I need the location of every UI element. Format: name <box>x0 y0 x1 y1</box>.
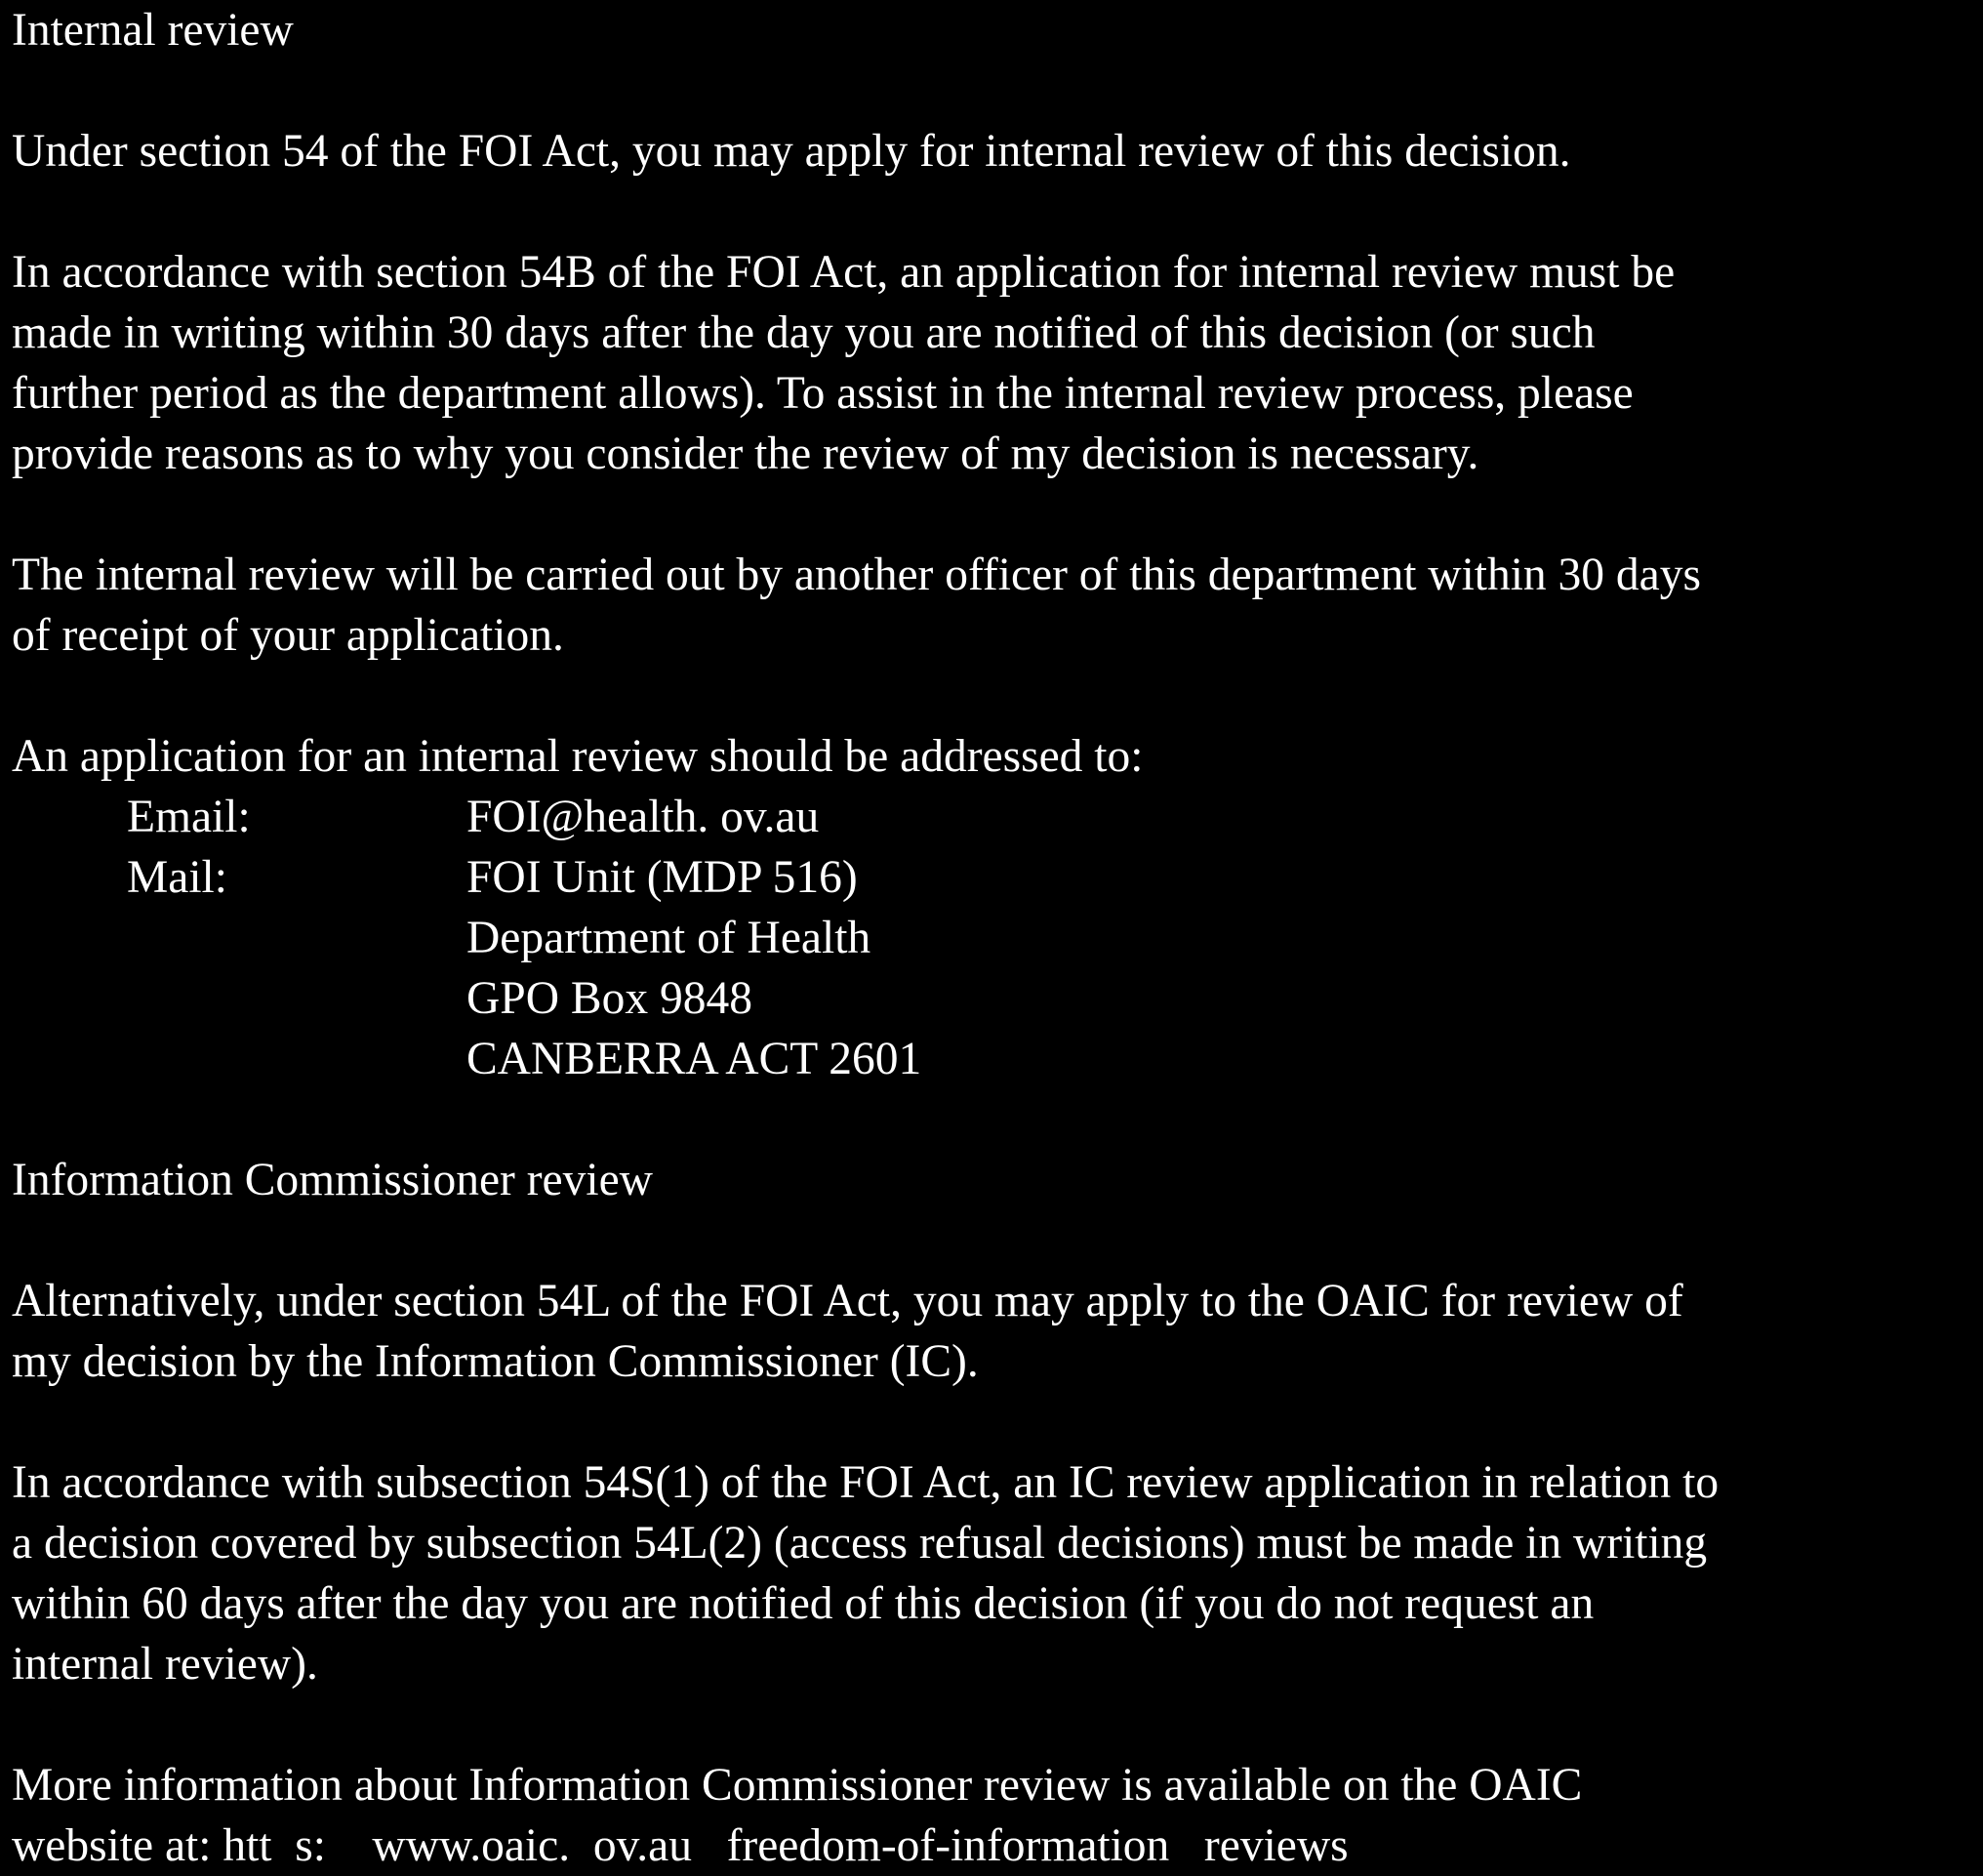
internal-review-paragraph-1 <box>12 121 1973 182</box>
text-line: of receipt of your application. <box>12 610 564 661</box>
mail-label: Mail: <box>127 852 227 903</box>
text-line: within 60 days after the day you are notified of this decision (if you do not request an <box>12 1578 1595 1629</box>
text-line: In accordance with subsection 54S(1) of the FOI Act, an IC review application in relation to <box>12 1457 1720 1508</box>
mail-address-line: CANBERRA ACT 2601 <box>466 1034 922 1084</box>
text-line: provide reasons as to why you consider the review of my decision is necessary. <box>12 428 1479 479</box>
text-line: More information about Information Commissioner review is available on the OAIC <box>12 1760 1583 1811</box>
text-line: further period as the department allows). To assist in the internal review process, please <box>12 368 1634 419</box>
address-intro: An application for an internal review should be addressed to: <box>12 731 1144 782</box>
ic-review-paragraph-1 <box>12 1271 1973 1392</box>
ic-review-paragraph-2 <box>12 1452 1973 1694</box>
text-line: Under section 54 of the FOI Act, you may apply for internal review of this decision. <box>12 126 1571 177</box>
mail-address-line: Department of Health <box>466 913 871 963</box>
email-address[interactable]: FOI@health. ov.au <box>466 792 820 842</box>
mail-address-line: GPO Box 9848 <box>466 973 752 1024</box>
mail-address-line: FOI Unit (MDP 516) <box>466 852 858 903</box>
text-line: made in writing within 30 days after the day you are notified of this decision (or such <box>12 307 1596 358</box>
text-line: internal review). <box>12 1639 318 1690</box>
document-page <box>12 0 1973 1876</box>
internal-review-heading: Internal review <box>12 5 294 56</box>
ic-review-heading: Information Commissioner review <box>12 1155 653 1205</box>
text-line: Alternatively, under section 54L of the FOI Act, you may apply to the OAIC for review of <box>12 1276 1683 1326</box>
text-line: my decision by the Information Commissioner (IC). <box>12 1336 979 1387</box>
text-line: a decision covered by subsection 54L(2) (access refusal decisions) must be made in writing <box>12 1518 1708 1569</box>
email-label: Email: <box>127 792 251 842</box>
website-link-line[interactable]: website at: htt s: www.oaic. ov.au freedom-of-information reviews <box>12 1820 1349 1871</box>
ic-review-paragraph-3 <box>12 1755 1973 1876</box>
mail-row <box>12 847 1973 908</box>
internal-review-paragraph-2 <box>12 242 1973 484</box>
email-row <box>12 787 1973 847</box>
text-line: The internal review will be carried out by another officer of this department within 30 days <box>12 550 1701 600</box>
text-line: In accordance with section 54B of the FOI Act, an application for internal review must be <box>12 247 1676 298</box>
address-block <box>12 726 1973 1089</box>
internal-review-paragraph-3 <box>12 545 1973 666</box>
